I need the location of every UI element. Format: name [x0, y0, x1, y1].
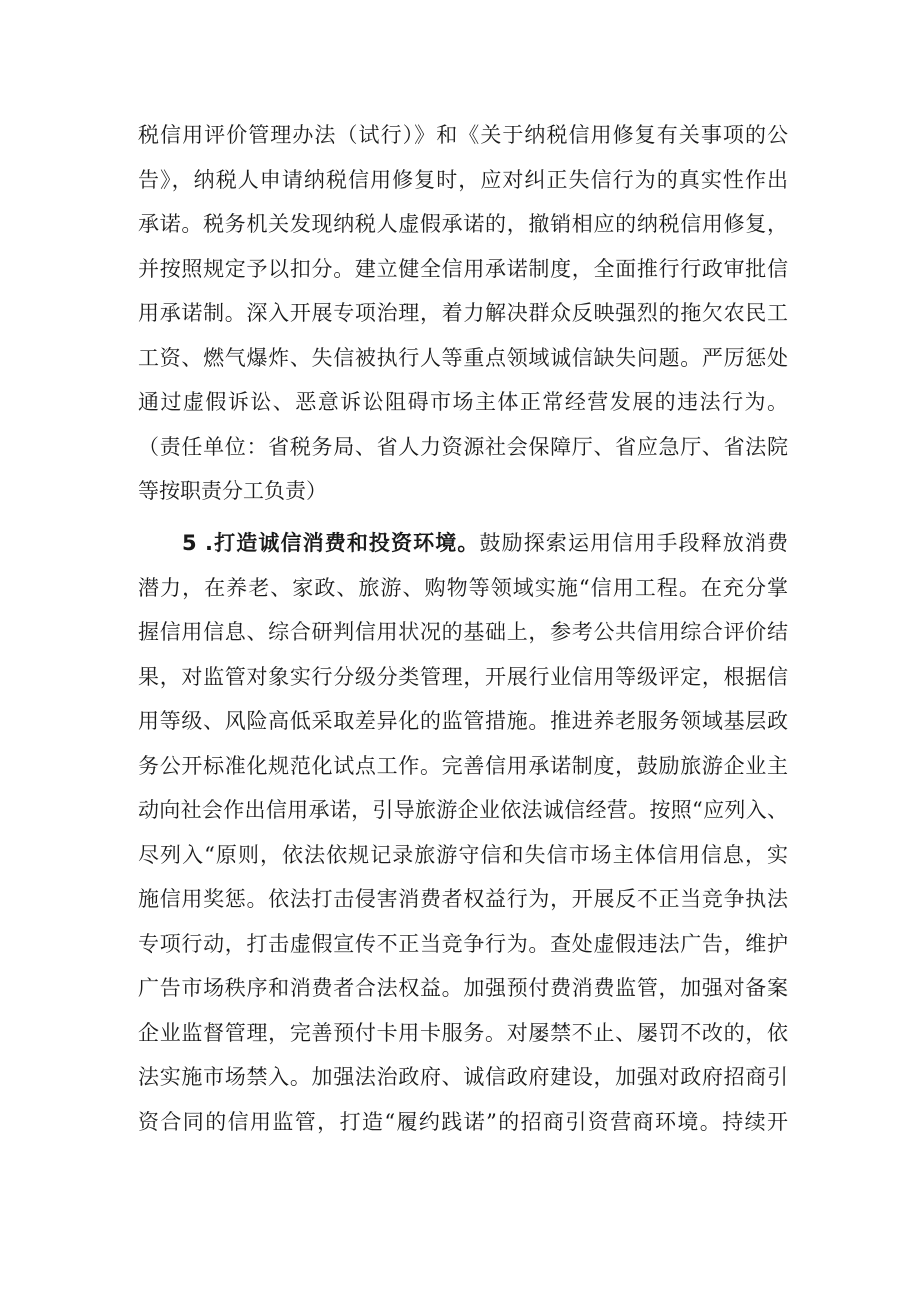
text-line: 施信用奖惩。依法打击侵害消费者权益行为，开展反不正当竞争执法	[138, 887, 788, 911]
paragraph-tax-credit	[138, 113, 788, 514]
text-line: 承诺。税务机关发现纳税人虚假承诺的，撤销相应的纳税信用修复，	[138, 212, 788, 236]
text-line: 并按照规定予以扣分。建立健全信用承诺制度，全面推行行政审批信	[138, 256, 788, 281]
text-line: 广告市场秩序和消费者合法权益。加强预付费消费监管，加强对备案	[138, 976, 788, 1000]
text-line: 资合同的信用监管，打造“履约践诺”的招商引资营商环境。持续开	[138, 1109, 788, 1134]
text-line: 用承诺制。深入开展专项治理，着力解决群众反映强烈的拖欠农民工	[138, 301, 788, 325]
text-line: 用等级、风险高低采取差异化的监管措施。推进养老服务领域基层政	[138, 709, 788, 733]
text-line: 动向社会作出信用承诺，引导旅游企业依法诚信经营。按照“应列入、	[138, 798, 788, 822]
text-line: 潜力，在养老、家政、旅游、购物等领域实施“信用工程。在充分掌	[138, 575, 788, 600]
text-line: 通过虚假诉讼、恶意诉讼阻碍市场主体正常经营发展的违法行为。	[138, 390, 788, 414]
text-line: 税信用评价管理办法（试行）》和《关于纳税信用修复有关事项的公	[138, 123, 788, 147]
text-line: 等按职责分工负责）	[138, 479, 327, 503]
text-line: （责任单位：省税务局、省人力资源社会保障厅、省应急厅、省法院	[138, 434, 788, 459]
text-line-first	[138, 521, 788, 566]
text-line: 尽列入“原则，依法依规记录旅游守信和失信市场主体信用信息，实	[138, 842, 788, 867]
text-line: 务公开标准化规范化试点工作。完善信用承诺制度，鼓励旅游企业主	[138, 753, 788, 778]
section-heading: 5 .打造诚信消费和投资环境。	[182, 531, 480, 555]
text-line: 告》，纳税人申请纳税信用修复时，应对纠正失信行为的真实性作出	[138, 167, 788, 192]
text-line: 企业监督管理，完善预付卡用卡服务。对屡禁不止、屡罚不改的，依	[138, 1020, 788, 1045]
text-line: 果，对监管对象实行分级分类管理，开展行业信用等级评定，根据信	[138, 664, 788, 689]
paragraph-consumer-investment	[138, 521, 788, 1144]
text-line: 握信用信息、综合研判信用状况的基础上，参考公共信用综合评价结	[138, 620, 788, 644]
text-line: 法实施市场禁入。加强法治政府、诚信政府建设，加强对政府招商引	[138, 1065, 788, 1089]
text-span: 鼓励探索运用信用手段释放消费	[479, 531, 788, 555]
text-line: 工资、燃气爆炸、失信被执行人等重点领域诚信缺失问题。严厉惩处	[138, 345, 788, 370]
text-line: 专项行动，打击虚假宣传不正当竞争行为。查处虚假违法广告，维护	[138, 931, 788, 956]
